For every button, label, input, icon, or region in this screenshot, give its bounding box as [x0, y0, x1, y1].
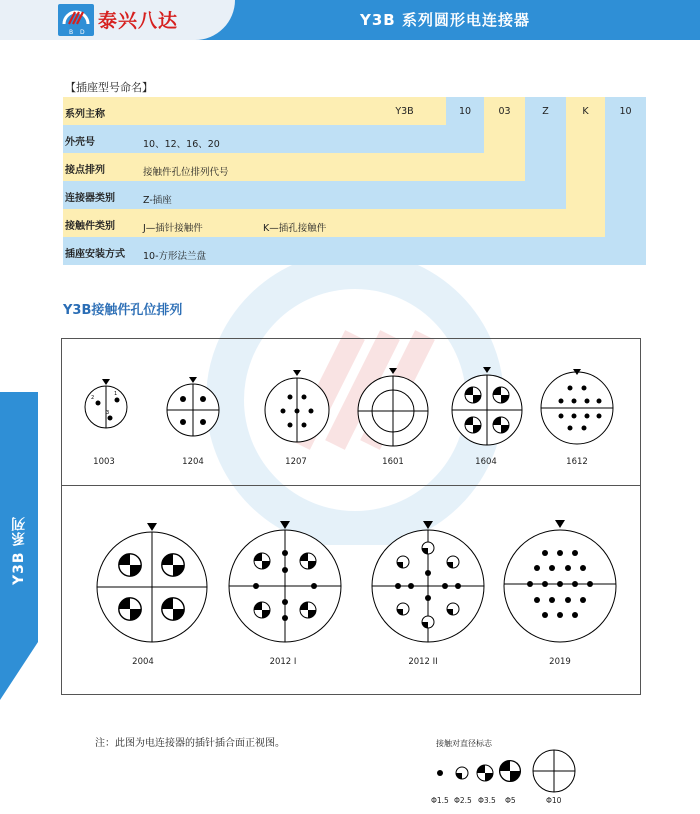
svg-text:2: 2 [91, 395, 95, 401]
code-label: 1601 [382, 457, 404, 467]
row-label: 插座安装方式 [65, 249, 125, 260]
row-desc: J—插针接触件 [143, 223, 203, 234]
legend-title: 接触对直径标志 [436, 739, 492, 748]
logo-letter-b: B [69, 29, 74, 36]
row-label: 外壳号 [65, 137, 95, 148]
code-label: 1003 [93, 457, 115, 467]
code-value: K [582, 106, 589, 117]
code-label: 1604 [475, 457, 497, 467]
diagram-2019 [504, 520, 616, 642]
row-label: 接点排列 [65, 165, 105, 176]
diagram-1207 [265, 370, 329, 442]
row-desc: 10、12、16、20 [143, 139, 220, 150]
footnote: 注：此图为电连接器的插针插合面正视图。 [95, 738, 285, 749]
diagram-2012-ii [372, 521, 484, 642]
arrangement-title: Y3B接触件孔位排列 [63, 303, 183, 318]
row-label: 接触件类别 [65, 221, 115, 232]
legend-label: Φ2.5 [454, 796, 472, 805]
row-label: 系列主称 [65, 109, 105, 120]
legend-label: Φ3.5 [478, 796, 496, 805]
diagram-1003 [85, 379, 127, 428]
diagram-1601 [358, 368, 428, 446]
row-label: 连接器类别 [65, 193, 115, 204]
code-value: Y3B [395, 106, 414, 117]
diagram-2004 [97, 523, 207, 642]
diagram-2012-i [229, 521, 341, 642]
code-label: 2012 I [269, 657, 297, 667]
row-desc-2: K—插孔接触件 [263, 223, 327, 234]
row-desc: 10-方形法兰盘 [143, 251, 207, 262]
diagram-1204 [167, 377, 219, 436]
diagram-1612 [541, 369, 613, 444]
code-label: 2019 [549, 657, 571, 667]
row-desc: Z-插座 [143, 195, 172, 206]
code-label: 1204 [182, 457, 204, 467]
code-value: 10 [458, 106, 472, 117]
logo-letter-d: D [80, 29, 85, 36]
naming-section-title: 【插座型号命名】 [65, 81, 153, 94]
legend-label: Φ10 [546, 796, 562, 805]
legend-label: Φ5 [505, 796, 516, 805]
side-tab-label: Y3B 系列 [11, 515, 27, 585]
code-label: 1207 [285, 457, 307, 467]
code-value: 03 [498, 106, 511, 117]
code-label: 2012 II [408, 657, 438, 667]
diagram-1604 [452, 367, 522, 445]
legend-label: Φ1.5 [431, 796, 449, 805]
svg-text:1: 1 [114, 391, 118, 397]
code-label: 1612 [566, 457, 588, 467]
legend-symbols [437, 750, 575, 792]
code-value: 10 [619, 106, 632, 117]
code-value: Z [542, 106, 549, 117]
row-desc: 接触件孔位排列代号 [143, 167, 229, 178]
page-title: Y3B 系列圆形电连接器 [360, 11, 530, 29]
svg-text:3: 3 [106, 410, 110, 416]
code-label: 2004 [132, 657, 154, 667]
brand-name: 泰兴八达 [98, 10, 179, 32]
